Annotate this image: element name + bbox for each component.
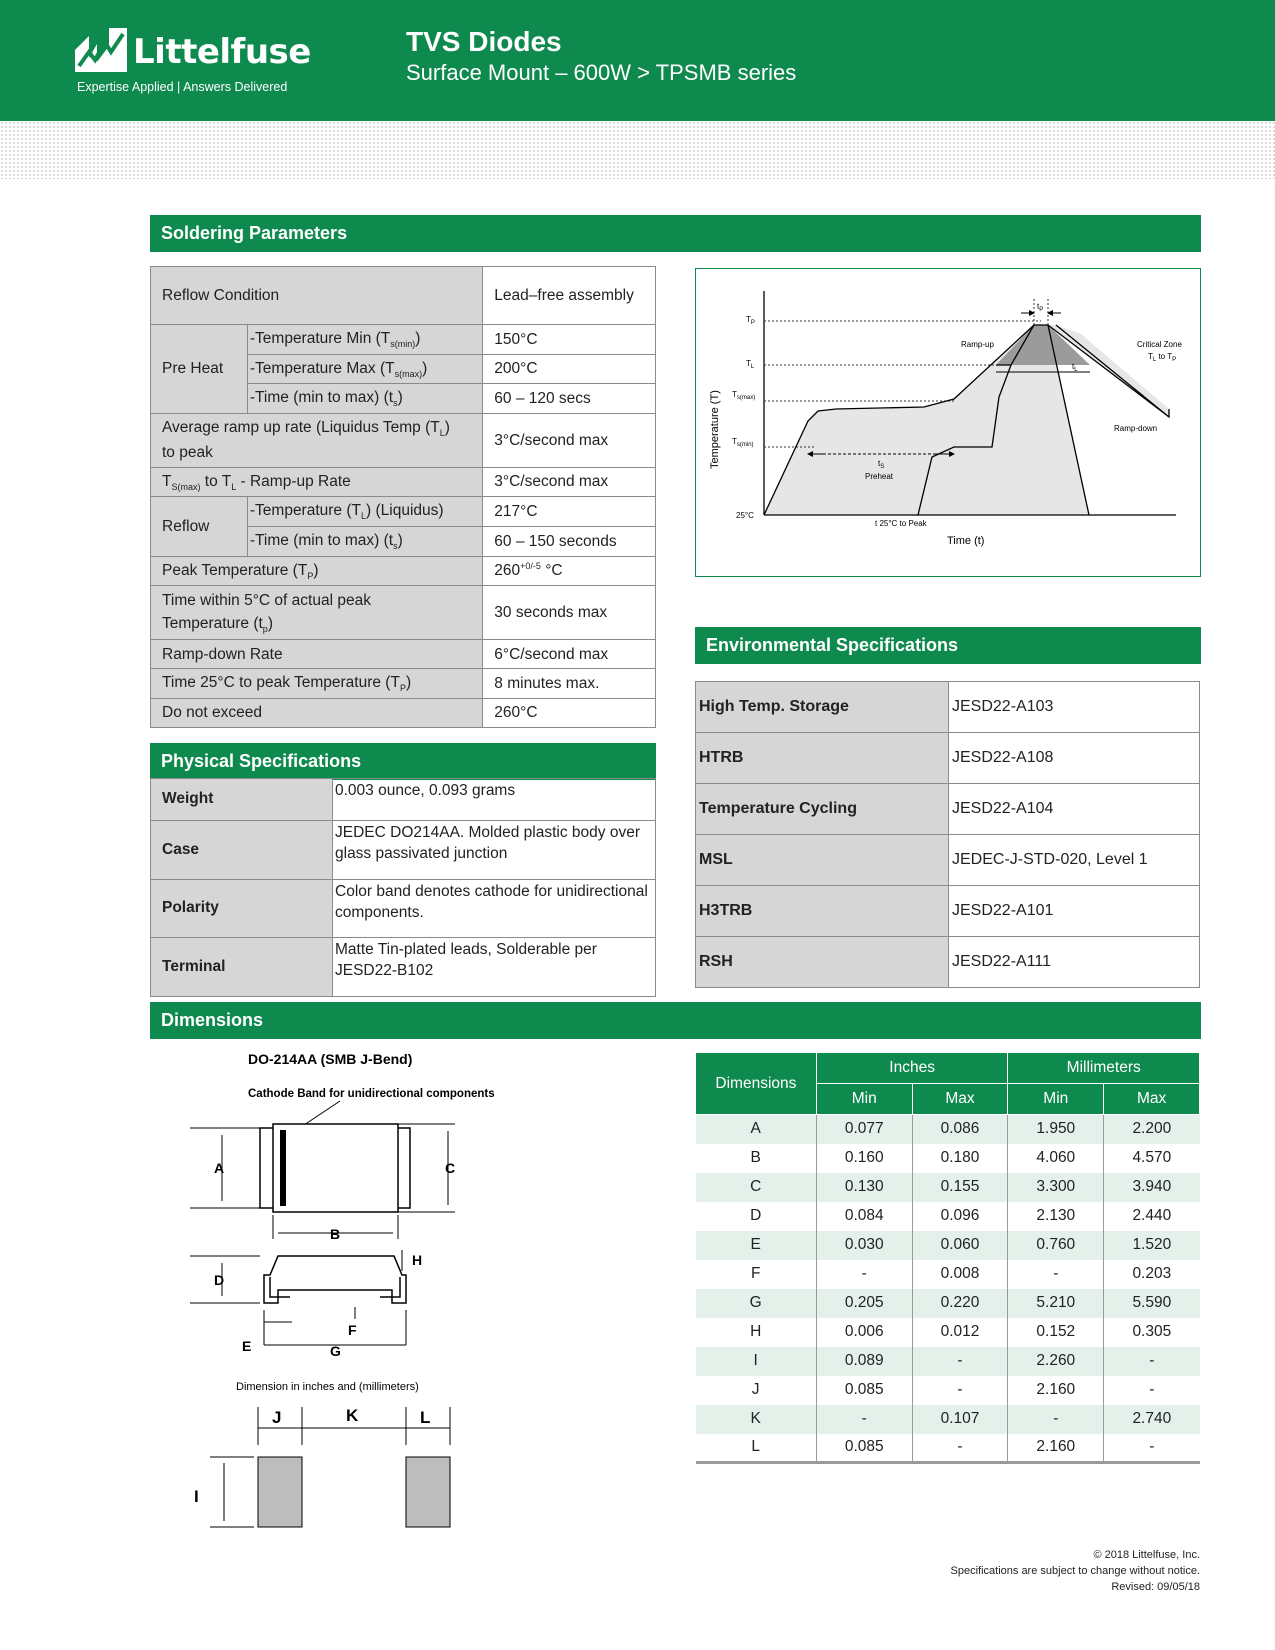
dims-header-dimensions: Dimensions [696, 1053, 817, 1115]
environmental-section-title: Environmental Specifications [695, 627, 1201, 664]
dot-pattern-band [0, 121, 1275, 179]
inch-min: 0.006 [816, 1318, 912, 1347]
inch-min: 0.030 [816, 1231, 912, 1260]
mm-min: - [1008, 1260, 1104, 1289]
dim-i-label: I [194, 1487, 199, 1506]
physical-value: 0.003 ounce, 0.093 grams [333, 779, 656, 821]
dims-row [696, 1289, 1200, 1318]
inch-max: - [912, 1376, 1008, 1405]
dims-row [696, 1231, 1200, 1260]
environmental-value: JEDEC-J-STD-020, Level 1 [949, 835, 1200, 886]
mm-min: 4.060 [1008, 1144, 1104, 1173]
avg-ramp-label: Average ramp up rate (Liquidus Temp $(T_L)$ to peak [151, 413, 483, 467]
inch-min: 0.130 [816, 1173, 912, 1202]
mm-max: - [1104, 1347, 1200, 1376]
reflow-profile-graphic [696, 269, 1199, 575]
cathode-note: Cathode Band for unidirectional components [248, 1088, 495, 1100]
dim-f-label: F [348, 1322, 357, 1338]
y-axis-label: Temperature (T) [709, 390, 721, 469]
dims-row [696, 1318, 1200, 1347]
physical-key: Case [151, 821, 333, 880]
mm-min: 5.210 [1008, 1289, 1104, 1318]
dims-row [696, 1347, 1200, 1376]
dims-row [696, 1144, 1200, 1173]
dim-letter: A [696, 1115, 817, 1144]
preheat-label: Preheat [865, 472, 894, 481]
cathode-band [280, 1130, 286, 1206]
pad-left [258, 1457, 302, 1527]
dims-header-mm-min: Min [1008, 1084, 1104, 1115]
preheat-temp-min-label: -Temperature Min $(T_{s(min)})$ [247, 325, 482, 355]
environmental-key: MSL [696, 835, 949, 886]
environmental-key: H3TRB [696, 886, 949, 937]
t25-to-peak-label: t 25°C to Peak [875, 519, 927, 528]
mm-min: 2.260 [1008, 1347, 1104, 1376]
time-within-peak-label: Time within 5°C of actual peak Temperature $(t_p)$ [151, 586, 483, 640]
dim-j-label: J [272, 1408, 282, 1427]
dim-letter: J [696, 1376, 817, 1405]
physical-key: Polarity [151, 880, 333, 938]
environmental-row [696, 784, 1200, 835]
cooling-line-outer [1056, 325, 1169, 417]
inch-max: 0.107 [912, 1405, 1008, 1434]
ramp-down-label: Ramp-down [1114, 424, 1158, 433]
dim-letter: C [696, 1173, 817, 1202]
reflow-condition-label: Reflow Condition [151, 267, 483, 325]
environmental-value: JESD22-A108 [949, 733, 1200, 784]
dim-letter: H [696, 1318, 817, 1347]
dimensions-table [695, 1052, 1200, 1464]
inch-min: 0.160 [816, 1144, 912, 1173]
tsmax-to-tl-value: 3°C/second max [483, 467, 656, 497]
environmental-row [696, 937, 1200, 988]
package-drawing [180, 1045, 660, 1545]
tsmax-label: $T_{s(max)}$ [732, 390, 756, 401]
dim-d-label: D [214, 1272, 225, 1288]
revised-date: Revised: 09/05/18 [1111, 1580, 1200, 1593]
environmental-value: JESD22-A104 [949, 784, 1200, 835]
mm-min: 2.160 [1008, 1376, 1104, 1405]
mm-max: 0.203 [1132, 1265, 1172, 1282]
preheat-temp-max-label: -Temperature Max $(T_{s(max)})$ [247, 354, 482, 384]
dim-letter: G [696, 1289, 817, 1318]
avg-ramp-value: 3°C/second max [483, 413, 656, 467]
mm-max: 0.305 [1132, 1323, 1172, 1340]
package-name: DO-214AA (SMB J-Bend) [248, 1051, 413, 1067]
critical-zone-range: $T_L$ to $T_P$ [1148, 352, 1177, 363]
preheat-time-label: -Time (min to max) $(t_s)$ [247, 384, 482, 414]
physical-key: Weight [151, 779, 333, 821]
environmental-key: RSH [696, 937, 949, 988]
mm-min: 1.950 [1008, 1115, 1104, 1144]
mm-min: 2.130 [1008, 1202, 1104, 1231]
environmental-row [696, 682, 1200, 733]
mm-max: 3.940 [1104, 1173, 1200, 1202]
mm-max: 5.590 [1104, 1289, 1200, 1318]
brand-tagline: Expertise Applied | Answers Delivered [77, 80, 288, 94]
peak-temp-value: $260^{+0/-5}$ °C [483, 556, 656, 586]
time25-value: 8 minutes max. [483, 669, 656, 699]
mm-min: 2.160 [1008, 1434, 1104, 1463]
inch-min: 0.077 [816, 1115, 912, 1144]
environmental-table [695, 681, 1200, 988]
inch-max: 0.155 [912, 1173, 1008, 1202]
dims-header-inches: Inches [816, 1053, 1008, 1084]
dim-k-label: K [346, 1406, 359, 1425]
dim-letter: F [696, 1260, 817, 1289]
dims-header-mm-max: Max [1104, 1084, 1200, 1115]
preheat-time-value: 60 – 120 secs [483, 384, 656, 414]
mm-min: 3.300 [1008, 1173, 1104, 1202]
soldering-table [150, 266, 656, 728]
do-not-exceed-value: 260°C [483, 698, 656, 727]
littelfuse-logo [75, 24, 311, 99]
preheat-temp-max-value: 200°C [483, 354, 656, 384]
mm-min: - [1008, 1405, 1104, 1434]
physical-value: Matte Tin-plated leads, Solderable per JESD22-B102 [333, 938, 656, 997]
rampdown-label: Ramp-down Rate [151, 640, 483, 669]
dim-letter: E [696, 1231, 817, 1260]
environmental-value: JESD22-A103 [949, 682, 1200, 733]
tp-label: $T_P$ [746, 315, 755, 326]
tp-time-label: $t_P$ [1037, 302, 1044, 313]
reflow-temp-value: 217°C [483, 497, 656, 527]
page-subtitle: Surface Mount – 600W > TPSMB series [406, 60, 797, 85]
environmental-value: JESD22-A111 [949, 937, 1200, 988]
dim-e-label: E [242, 1338, 252, 1354]
inch-min: 0.084 [816, 1202, 912, 1231]
ramp-up-label: Ramp-up [961, 340, 994, 349]
dims-row [696, 1434, 1200, 1463]
page-footer [951, 1548, 1200, 1596]
dim-letter: I [696, 1347, 817, 1376]
copyright: © 2018 Littelfuse, Inc. [1093, 1549, 1200, 1561]
dims-row [696, 1405, 1200, 1434]
reflow-time-value: 60 – 150 seconds [483, 526, 656, 556]
physical-section-title: Physical Specifications [150, 743, 656, 780]
mm-min: 0.152 [1008, 1318, 1104, 1347]
reflow-time-label: -Time (min to max) $(t_s)$ [247, 526, 482, 556]
dim-g-label: G [330, 1343, 341, 1359]
physical-table [150, 778, 656, 997]
inch-max: - [912, 1434, 1008, 1463]
reflow-profile-chart [695, 268, 1201, 577]
dim-letter: K [696, 1405, 817, 1434]
inch-min: 0.085 [816, 1434, 912, 1463]
inch-max: - [912, 1347, 1008, 1376]
dimensions-section-title: Dimensions [150, 1002, 1201, 1039]
inch-min: - [816, 1260, 912, 1289]
mm-max: 2.440 [1132, 1207, 1172, 1224]
dim-letter: L [696, 1434, 817, 1463]
time-within-peak-value: 30 seconds max [483, 586, 656, 640]
mm-max: 1.520 [1104, 1231, 1200, 1260]
inch-max: 0.180 [912, 1144, 1008, 1173]
dims-row [696, 1115, 1200, 1144]
inch-min: 0.089 [816, 1347, 912, 1376]
critical-zone-label: Critical Zone [1137, 340, 1182, 349]
inch-max: 0.220 [912, 1289, 1008, 1318]
physical-value: JEDEC DO214AA. Molded plastic body over glass passivated junction [333, 821, 656, 880]
t25-label: 25°C [736, 511, 754, 520]
pad-right [406, 1457, 450, 1527]
environmental-row [696, 886, 1200, 937]
physical-key: Terminal [151, 938, 333, 997]
reflow-temp-label: -Temperature $(T_L)$ (Liquidus) [247, 497, 482, 527]
preheat-label: Pre Heat [151, 325, 248, 414]
mm-max: - [1104, 1434, 1200, 1463]
dims-header-in-min: Min [816, 1084, 912, 1115]
inch-min: - [816, 1405, 912, 1434]
package-outline-graphic [180, 1045, 660, 1545]
page-header [0, 0, 1275, 121]
package-top-body [273, 1124, 398, 1212]
dims-row [696, 1173, 1200, 1202]
dims-row [696, 1376, 1200, 1405]
notice: Specifications are subject to change without notice. [950, 1564, 1200, 1577]
time25-label: Time 25°C to peak Temperature $(T_P)$ [151, 669, 483, 699]
tsmin-label: $T_{s(min)}$ [732, 437, 754, 448]
environmental-key: High Temp. Storage [696, 682, 949, 733]
unit-note: Dimension in inches and (millimeters) [236, 1381, 419, 1393]
package-side-body [264, 1256, 406, 1303]
environmental-row [696, 835, 1200, 886]
littelfuse-logo-mark-icon [75, 28, 127, 72]
mm-max: - [1149, 1381, 1155, 1398]
soldering-section-title: Soldering Parameters [150, 215, 1201, 252]
mm-max: 2.740 [1104, 1405, 1200, 1434]
inch-min: 0.085 [816, 1376, 912, 1405]
preheat-temp-min-value: 150°C [483, 325, 656, 355]
x-axis-label: Time (t) [947, 535, 985, 547]
dims-row [696, 1260, 1200, 1289]
tl-time-label: $t_L$ [1072, 362, 1078, 373]
environmental-value: JESD22-A101 [949, 886, 1200, 937]
dims-row [696, 1202, 1200, 1231]
inch-max: 0.012 [912, 1318, 1008, 1347]
dim-a-label: A [214, 1160, 225, 1176]
inch-max: 0.096 [912, 1202, 1008, 1231]
environmental-row [696, 733, 1200, 784]
dim-l-label: L [420, 1408, 431, 1427]
brand-name: Littelfuse [133, 32, 311, 72]
mm-min: 0.760 [1008, 1231, 1104, 1260]
dim-b-label: B [330, 1226, 341, 1242]
tsmax-to-tl-label: $T_{S(max)}$ to $T_L$ - Ramp-up Rate [151, 467, 483, 497]
do-not-exceed-label: Do not exceed [151, 698, 483, 727]
peak-temp-label: Peak Temperature $(T_P)$ [151, 556, 483, 586]
reflow-condition-value: Lead–free assembly [483, 267, 656, 325]
rampdown-value: 6°C/second max [483, 640, 656, 669]
environmental-key: Temperature Cycling [696, 784, 949, 835]
inch-max: 0.086 [912, 1115, 1008, 1144]
ts-time-label: $t_S$ [878, 459, 885, 470]
page-title: TVS Diodes [406, 26, 562, 57]
dim-letter: B [696, 1144, 817, 1173]
dims-header-in-max: Max [912, 1084, 1008, 1115]
dims-header-mm: Millimeters [1008, 1053, 1200, 1084]
dim-c-label: C [445, 1160, 456, 1176]
mm-max: 2.200 [1104, 1115, 1200, 1144]
mm-max: 4.570 [1132, 1149, 1172, 1166]
inch-max: 0.060 [912, 1231, 1008, 1260]
environmental-key: HTRB [696, 733, 949, 784]
inch-min: 0.205 [816, 1289, 912, 1318]
reflow-label: Reflow [151, 497, 248, 556]
inch-max: 0.008 [912, 1260, 1008, 1289]
tl-label: $T_L$ [746, 359, 755, 370]
dim-letter: D [696, 1202, 817, 1231]
physical-value: Color band denotes cathode for unidirectional components. [333, 880, 656, 938]
dim-h-label: H [412, 1252, 423, 1268]
